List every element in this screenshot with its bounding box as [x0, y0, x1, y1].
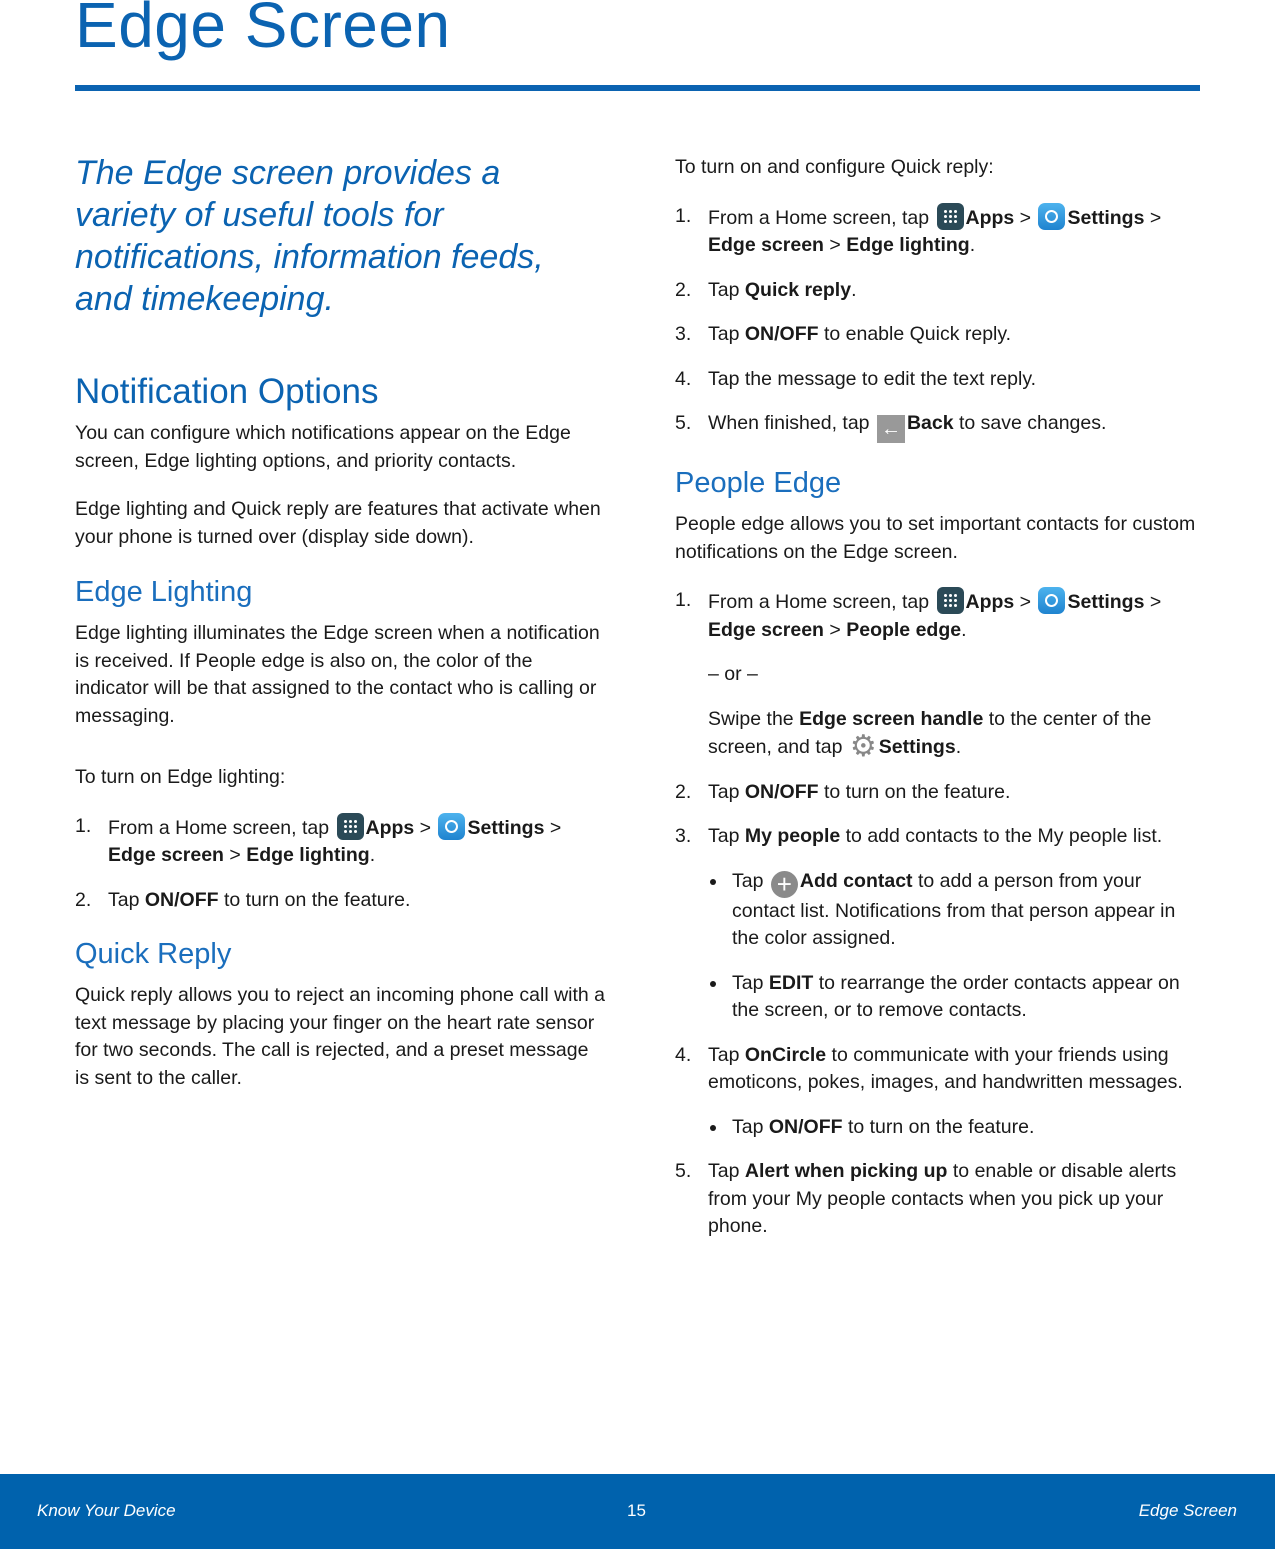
- paragraph: [675, 511, 1205, 566]
- bullet-dot: [710, 1125, 716, 1131]
- step-number: 1.: [675, 204, 692, 227]
- step-number: 2.: [75, 888, 92, 911]
- text: Tap: [708, 278, 745, 301]
- step-number: 3.: [675, 323, 692, 345]
- text: Edge lighting illuminates the Edge screen when a notification is received. If People edge is also on, the color of the indicator will be that assigned to the contact who is calling or messaging.: [75, 622, 600, 727]
- text: Notification Options: [75, 372, 379, 411]
- step-item: [675, 321, 1205, 349]
- step-subtext: [708, 706, 1205, 762]
- subsection-heading: [675, 463, 1205, 503]
- ui-term: Settings: [1067, 591, 1145, 613]
- text: From a Home screen, tap: [108, 816, 335, 839]
- text: To turn on and configure Quick reply:: [675, 156, 994, 178]
- ui-term: Back: [906, 412, 954, 434]
- page-number: 15: [627, 1501, 646, 1520]
- text: >: [823, 234, 847, 256]
- step-item: [675, 1158, 1205, 1241]
- text: Tap: [732, 869, 769, 892]
- text: Tap: [708, 780, 745, 803]
- text: >: [1144, 206, 1162, 229]
- section-heading: [75, 370, 605, 414]
- text: to add a person from your contact list. Notifications from that person appear in the color assigned.: [732, 869, 1176, 949]
- text: Tap: [708, 1160, 745, 1182]
- bullet-item: [708, 970, 1205, 1025]
- text: Tap: [732, 1115, 769, 1138]
- settings-icon: [438, 813, 465, 840]
- step-number: 5.: [675, 1160, 692, 1182]
- settings-icon: [1038, 203, 1065, 230]
- text: Tap: [732, 971, 769, 994]
- subsection-heading: [75, 934, 605, 974]
- ui-term: Edge screen: [708, 234, 824, 256]
- text: People Edge: [675, 467, 842, 499]
- ui-term: Edge screen: [108, 844, 224, 866]
- paragraph: [75, 764, 605, 792]
- step-item: [675, 277, 1205, 305]
- paragraph: [75, 620, 605, 730]
- ui-term: People edge: [846, 618, 962, 641]
- text: to enable Quick reply.: [818, 323, 1012, 345]
- step-item: [675, 779, 1205, 807]
- footer-section: Edge Screen: [1138, 1501, 1237, 1520]
- text: to enable or disable alerts from your My people contacts when you pick up your phone.: [708, 1160, 1177, 1237]
- text: People edge allows you to set important contacts for custom notifications on the Edge screen.: [675, 513, 1196, 563]
- ui-term: My people: [744, 825, 841, 847]
- text: >: [1014, 591, 1037, 613]
- ui-term: Apps: [365, 816, 415, 839]
- text: to rearrange the order contacts appear on the screen, or to remove contacts.: [732, 971, 1180, 1021]
- text: Tap the message to edit the text reply.: [708, 367, 1037, 390]
- step-item: [675, 366, 1205, 394]
- text: >: [823, 618, 847, 641]
- text: Swipe the: [708, 707, 800, 730]
- step-number: 1.: [75, 814, 92, 837]
- text: to turn on the feature.: [842, 1115, 1035, 1138]
- text: Quick Reply: [75, 938, 232, 970]
- step-number: 5.: [675, 412, 692, 434]
- ui-term: ON/OFF: [144, 888, 219, 911]
- text: >: [544, 816, 562, 839]
- ui-term: Quick reply: [744, 278, 852, 301]
- bullet-dot: [710, 879, 716, 885]
- text: to turn on the feature.: [218, 888, 411, 911]
- footer-chapter: Know Your Device: [37, 1501, 176, 1520]
- apps-icon: [337, 813, 364, 840]
- step-number: 2.: [675, 278, 692, 301]
- step-item: [675, 1042, 1205, 1097]
- step-number: 4.: [675, 367, 692, 390]
- step-item: [675, 203, 1205, 260]
- text: .: [961, 618, 967, 641]
- step-subtext: [708, 661, 1205, 689]
- text: to the center of the screen, and tap: [708, 707, 1152, 758]
- ui-term: Alert when picking up: [744, 1160, 948, 1182]
- text: .: [969, 234, 976, 256]
- text: Edge lighting and Quick reply are features that activate when your phone is turned over (display side down).: [75, 498, 601, 548]
- ui-term: Settings: [467, 816, 545, 839]
- text: >: [1014, 206, 1037, 229]
- gear-icon: ⚙: [849, 730, 877, 763]
- step-item: [75, 813, 605, 870]
- ui-term: ON/OFF: [744, 780, 819, 803]
- text: to turn on the feature.: [818, 780, 1011, 803]
- text: to add contacts to the My people list.: [840, 825, 1163, 847]
- page-title: Edge Screen: [75, 0, 451, 61]
- text: Tap: [708, 825, 745, 847]
- back-icon: ←: [877, 415, 905, 443]
- ui-term: EDIT: [768, 971, 814, 994]
- paragraph: [75, 982, 605, 1092]
- text: .: [851, 278, 857, 301]
- ui-term: Edge screen: [708, 618, 824, 641]
- bullet-item: [708, 1114, 1205, 1142]
- ui-term: Apps: [965, 591, 1015, 613]
- step-number: 4.: [675, 1043, 692, 1066]
- text: You can configure which notifications appear on the Edge screen, Edge lighting options, and priority contacts.: [75, 422, 571, 472]
- text: The Edge screen provides a variety of useful tools for notifications, information feeds, and timekeeping.: [75, 154, 544, 318]
- ui-term: Settings: [878, 736, 956, 758]
- ui-term: Edge screen handle: [799, 707, 984, 730]
- ui-term: ON/OFF: [768, 1115, 843, 1138]
- add-icon: +: [771, 871, 798, 898]
- text: >: [223, 844, 247, 866]
- text: to communicate with your friends using emoticons, pokes, images, and handwritten messages.: [708, 1043, 1183, 1093]
- text: Quick reply allows you to reject an incoming phone call with a text message by placing your finger on the heart rate sensor for two seconds. The call is rejected, and a preset message is sent to the caller.: [75, 984, 606, 1089]
- text: Edge Lighting: [75, 576, 253, 608]
- step-number: 3.: [675, 825, 692, 847]
- ui-term: OnCircle: [744, 1043, 827, 1066]
- text: >: [414, 816, 437, 839]
- text: to save changes.: [953, 412, 1107, 434]
- ui-term: ON/OFF: [744, 323, 819, 345]
- paragraph: [75, 420, 605, 475]
- left-column: [75, 152, 605, 1113]
- step-number: 1.: [675, 589, 692, 611]
- text: .: [955, 736, 962, 758]
- text: .: [369, 844, 376, 866]
- text: >: [1144, 591, 1162, 613]
- apps-icon: [937, 203, 964, 230]
- text: To turn on Edge lighting:: [75, 766, 286, 788]
- subsection-heading: [75, 572, 605, 612]
- paragraph: [675, 154, 1205, 182]
- step-number: 2.: [675, 780, 692, 803]
- text: Tap: [108, 888, 145, 911]
- paragraph: [75, 496, 605, 551]
- text: From a Home screen, tap: [708, 591, 935, 613]
- apps-icon: [937, 587, 964, 614]
- step-item: [675, 587, 1205, 644]
- ui-term: Add contact: [799, 869, 913, 892]
- right-column: [675, 154, 1205, 1258]
- ui-term: Edge lighting: [846, 234, 970, 256]
- ui-term: Apps: [965, 206, 1015, 229]
- text: – or –: [708, 663, 758, 685]
- page-footer: [0, 1474, 1275, 1549]
- text: From a Home screen, tap: [708, 206, 935, 229]
- step-item: [75, 887, 605, 915]
- text: Tap: [708, 323, 745, 345]
- settings-icon: [1038, 587, 1065, 614]
- step-item: [675, 410, 1205, 443]
- text: Tap: [708, 1043, 745, 1066]
- title-rule: [75, 85, 1200, 91]
- step-item: [675, 823, 1205, 851]
- text: When finished, tap: [708, 412, 875, 434]
- bullet-dot: [710, 981, 716, 987]
- ui-term: Settings: [1067, 206, 1145, 229]
- intro-text: [75, 152, 575, 320]
- bullet-item: [708, 868, 1205, 953]
- ui-term: Edge lighting: [246, 844, 370, 866]
